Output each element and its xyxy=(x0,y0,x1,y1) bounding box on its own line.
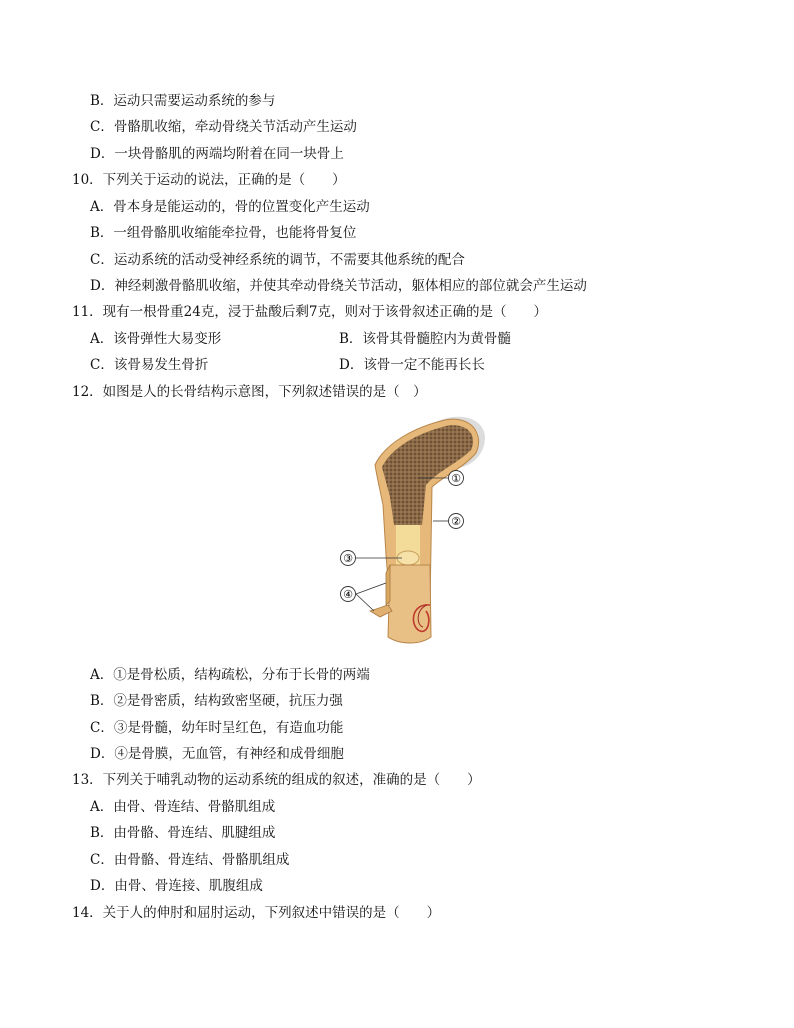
q11-option-c: C．该骨易发生骨折 xyxy=(90,357,209,373)
q12-option-b: B．②是骨密质，结构致密坚硬，抗压力强 xyxy=(90,693,343,709)
q10-stem: 10．下列关于运动的说法，正确的是（ ） xyxy=(72,172,346,188)
q12-option-a: A．①是骨松质，结构疏松，分布于长骨的两端 xyxy=(90,667,370,683)
q10-option-b: B．一组骨骼肌收缩能牵拉骨，也能将骨复位 xyxy=(90,225,357,241)
q9-option-b: B．运动只需要运动系统的参与 xyxy=(90,93,276,109)
figure-label-4: ④ xyxy=(343,588,353,601)
q13-option-c: C．由骨骼、骨连结、骨骼肌组成 xyxy=(90,852,290,868)
leader-4b xyxy=(356,594,374,611)
q13-option-b: B．由骨骼、骨连结、肌腱组成 xyxy=(90,825,276,841)
q10-option-a: A．骨本身是能运动的，骨的位置变化产生运动 xyxy=(90,199,370,215)
figure-label-2: ② xyxy=(451,515,461,528)
q11-option-b: B．该骨其骨髓腔内为黄骨髓 xyxy=(339,331,511,347)
figure-label-3: ③ xyxy=(343,552,353,565)
long-bone-diagram xyxy=(330,405,500,650)
q12-option-d: D．④是骨膜，无血管，有神经和成骨细胞 xyxy=(90,746,344,762)
q10-option-d: D．神经刺激骨骼肌收缩，并使其牵动骨绕关节活动，躯体相应的部位就会产生运动 xyxy=(90,278,587,294)
q12-option-c: C．③是骨髓，幼年时呈红色，有造血功能 xyxy=(90,720,344,736)
q11-stem: 11．现有一根骨重24克，浸于盐酸后剩7克，则对于该骨叙述正确的是（ ） xyxy=(72,304,547,320)
q13-stem: 13．下列关于哺乳动物的运动系统的组成的叙述，准确的是（ ） xyxy=(72,772,481,788)
q13-option-d: D．由骨、骨连接、肌腹组成 xyxy=(90,878,263,894)
q9-option-c: C．骨骼肌收缩，牵动骨绕关节活动产生运动 xyxy=(90,119,357,135)
q13-option-a: A．由骨、骨连结、骨骼肌组成 xyxy=(90,799,276,815)
q10-option-c: C．运动系统的活动受神经系统的调节，不需要其他系统的配合 xyxy=(90,252,465,268)
q11-option-d: D．该骨一定不能再长长 xyxy=(339,357,485,373)
q11-option-a: A．该骨弹性大易变形 xyxy=(90,331,222,347)
periosteum-flap xyxy=(386,565,390,605)
q12-stem: 12．如图是人的长骨结构示意图，下列叙述错误的是（ ） xyxy=(72,384,427,400)
leader-4a xyxy=(356,583,386,594)
figure-label-1: ① xyxy=(451,472,461,485)
q9-option-d: D．一块骨骼肌的两端均附着在同一块骨上 xyxy=(90,146,344,162)
q14-stem: 14．关于人的伸肘和屈肘运动，下列叙述中错误的是（ ） xyxy=(72,905,441,921)
